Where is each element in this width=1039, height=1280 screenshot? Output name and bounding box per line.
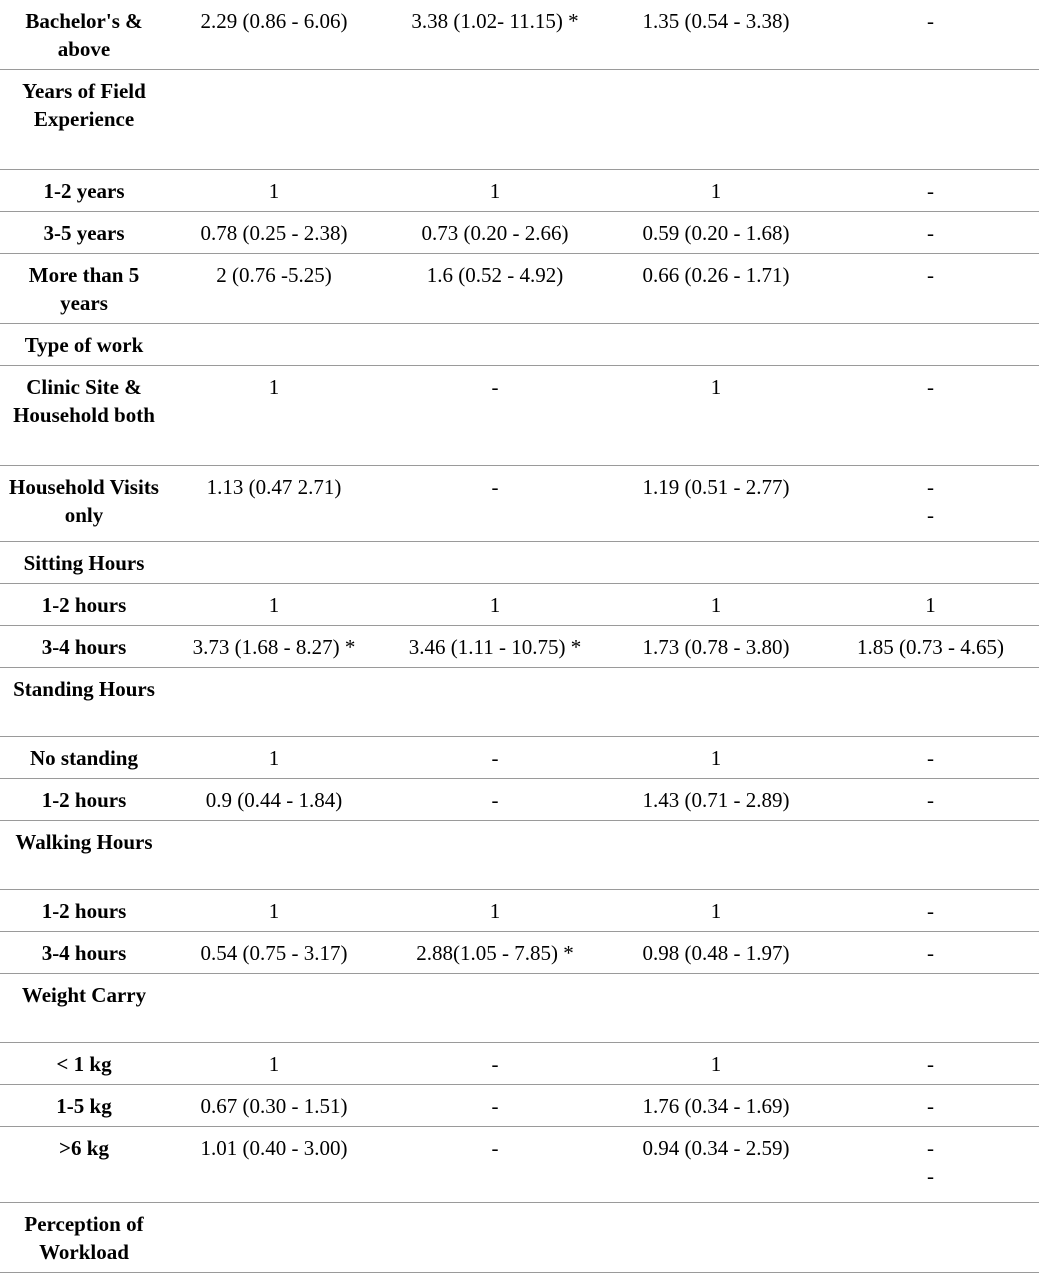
table-cell: 1.35 (0.54 - 3.38) xyxy=(610,0,822,70)
table-row xyxy=(0,1127,1039,1203)
table-cell: - xyxy=(380,466,610,542)
table-cell: 1 xyxy=(610,890,822,932)
table-cell xyxy=(380,324,610,366)
table-cell: 0.98 (0.48 - 1.97) xyxy=(610,932,822,974)
table-cell: - xyxy=(822,0,1039,70)
table-cell xyxy=(822,324,1039,366)
table-cell: 1 xyxy=(168,584,380,626)
table-cell: 1.85 (0.73 - 4.65) xyxy=(822,626,1039,668)
table-cell xyxy=(610,324,822,366)
table-cell: 1.73 (0.78 - 3.80) xyxy=(610,626,822,668)
row-label: Clinic Site & Household both xyxy=(0,366,168,466)
table-cell: 1.19 (0.51 - 2.77) xyxy=(610,466,822,542)
table-cell xyxy=(610,821,822,890)
table-cell: 1 xyxy=(610,366,822,466)
table-cell xyxy=(380,542,610,584)
table-cell: - xyxy=(380,1085,610,1127)
table-cell xyxy=(610,542,822,584)
row-label: Standing Hours xyxy=(0,668,168,737)
table-row xyxy=(0,821,1039,890)
table-cell: 0.78 (0.25 - 2.38) xyxy=(168,212,380,254)
table-cell: 0.54 (0.75 - 3.17) xyxy=(168,932,380,974)
row-label: Bachelor's & above xyxy=(0,0,168,70)
table-cell: 3.46 (1.11 - 10.75) * xyxy=(380,626,610,668)
table-cell xyxy=(168,821,380,890)
table-cell: 3.73 (1.68 - 8.27) * xyxy=(168,626,380,668)
table-cell: - xyxy=(380,366,610,466)
table-cell: - xyxy=(822,737,1039,779)
table-cell: 3.38 (1.02- 11.15) * xyxy=(380,0,610,70)
row-label: Household Visits only xyxy=(0,466,168,542)
row-label: Sitting Hours xyxy=(0,542,168,584)
row-label: More than 5 years xyxy=(0,254,168,324)
table-cell: 1 xyxy=(610,737,822,779)
table-cell: - xyxy=(822,890,1039,932)
table-cell xyxy=(380,70,610,170)
table-row xyxy=(0,324,1039,366)
table-cell xyxy=(168,324,380,366)
table-cell: 0.66 (0.26 - 1.71) xyxy=(610,254,822,324)
row-label: 3-5 years xyxy=(0,212,168,254)
row-label: 1-2 years xyxy=(0,170,168,212)
table-cell xyxy=(610,668,822,737)
table-row xyxy=(0,366,1039,466)
table-cell: 1.6 (0.52 - 4.92) xyxy=(380,254,610,324)
table-cell: 0.67 (0.30 - 1.51) xyxy=(168,1085,380,1127)
table-cell xyxy=(380,974,610,1043)
table-cell: 1 xyxy=(168,890,380,932)
table-row xyxy=(0,70,1039,170)
table-cell: - xyxy=(822,170,1039,212)
row-label: >6 kg xyxy=(0,1127,168,1203)
table-cell: 1 xyxy=(380,890,610,932)
table-cell: 1.76 (0.34 - 1.69) xyxy=(610,1085,822,1127)
table-cell: 0.94 (0.34 - 2.59) xyxy=(610,1127,822,1203)
table-cell: 2.88(1.05 - 7.85) * xyxy=(380,932,610,974)
table-row xyxy=(0,170,1039,212)
table-cell xyxy=(168,1203,380,1273)
table-cell xyxy=(380,821,610,890)
table-cell: 1 xyxy=(610,170,822,212)
table-cell: - xyxy=(380,1043,610,1085)
table-cell: - xyxy=(380,779,610,821)
row-label: 1-2 hours xyxy=(0,584,168,626)
table-cell: 0.9 (0.44 - 1.84) xyxy=(168,779,380,821)
table-cell: 2.29 (0.86 - 6.06) xyxy=(168,0,380,70)
row-label: 3-4 hours xyxy=(0,932,168,974)
table-cell xyxy=(822,70,1039,170)
table-cell: 1 xyxy=(822,584,1039,626)
table-row xyxy=(0,737,1039,779)
table-cell: - xyxy=(822,779,1039,821)
row-label: Type of work xyxy=(0,324,168,366)
table-cell xyxy=(822,1203,1039,1273)
table-row xyxy=(0,1203,1039,1273)
table-cell xyxy=(610,70,822,170)
table-row xyxy=(0,584,1039,626)
table-row xyxy=(0,0,1039,70)
table-cell xyxy=(822,974,1039,1043)
table-cell: 1 xyxy=(610,584,822,626)
table-cell: - xyxy=(822,1085,1039,1127)
table-cell xyxy=(168,542,380,584)
table-cell: - xyxy=(822,212,1039,254)
table-row xyxy=(0,626,1039,668)
table-cell: - xyxy=(822,932,1039,974)
table-cell: - xyxy=(822,254,1039,324)
table-cell: - xyxy=(380,737,610,779)
table-cell: 1 xyxy=(168,737,380,779)
table-cell xyxy=(168,70,380,170)
table-cell: 1.01 (0.40 - 3.00) xyxy=(168,1127,380,1203)
table-cell: 1 xyxy=(380,584,610,626)
table-cell: 1.43 (0.71 - 2.89) xyxy=(610,779,822,821)
table-cell: - xyxy=(822,1043,1039,1085)
table-row xyxy=(0,466,1039,542)
table-cell: 2 (0.76 -5.25) xyxy=(168,254,380,324)
row-label: Perception of Workload xyxy=(0,1203,168,1273)
table-cell: 1.13 (0.47 2.71) xyxy=(168,466,380,542)
table-cell: - - xyxy=(822,1127,1039,1203)
table-cell: 0.73 (0.20 - 2.66) xyxy=(380,212,610,254)
table-row xyxy=(0,932,1039,974)
row-label: 3-4 hours xyxy=(0,626,168,668)
table-cell: 1 xyxy=(168,366,380,466)
table-cell xyxy=(822,668,1039,737)
row-label: 1-2 hours xyxy=(0,890,168,932)
table-cell: 1 xyxy=(610,1043,822,1085)
row-label: 1-2 hours xyxy=(0,779,168,821)
table-cell xyxy=(822,821,1039,890)
row-label: < 1 kg xyxy=(0,1043,168,1085)
table-row xyxy=(0,890,1039,932)
row-label: Years of Field Experience xyxy=(0,70,168,170)
table-row xyxy=(0,1085,1039,1127)
table-row xyxy=(0,974,1039,1043)
row-label: Weight Carry xyxy=(0,974,168,1043)
table-cell xyxy=(380,668,610,737)
table-cell xyxy=(610,1203,822,1273)
table-row xyxy=(0,1043,1039,1085)
table-cell xyxy=(822,542,1039,584)
row-label: 1-5 kg xyxy=(0,1085,168,1127)
table-cell xyxy=(610,974,822,1043)
table-row xyxy=(0,212,1039,254)
table-row xyxy=(0,668,1039,737)
row-label: No standing xyxy=(0,737,168,779)
table-cell: 1 xyxy=(168,170,380,212)
table-row xyxy=(0,542,1039,584)
table-cell: 0.59 (0.20 - 1.68) xyxy=(610,212,822,254)
table-cell: 1 xyxy=(168,1043,380,1085)
table-cell xyxy=(380,1203,610,1273)
table-cell: - xyxy=(822,366,1039,466)
table-row xyxy=(0,254,1039,324)
table-cell xyxy=(168,974,380,1043)
table-cell xyxy=(168,668,380,737)
row-label: Walking Hours xyxy=(0,821,168,890)
table-cell: 1 xyxy=(380,170,610,212)
table-cell: - xyxy=(380,1127,610,1203)
table-row xyxy=(0,779,1039,821)
table-cell: - - xyxy=(822,466,1039,542)
